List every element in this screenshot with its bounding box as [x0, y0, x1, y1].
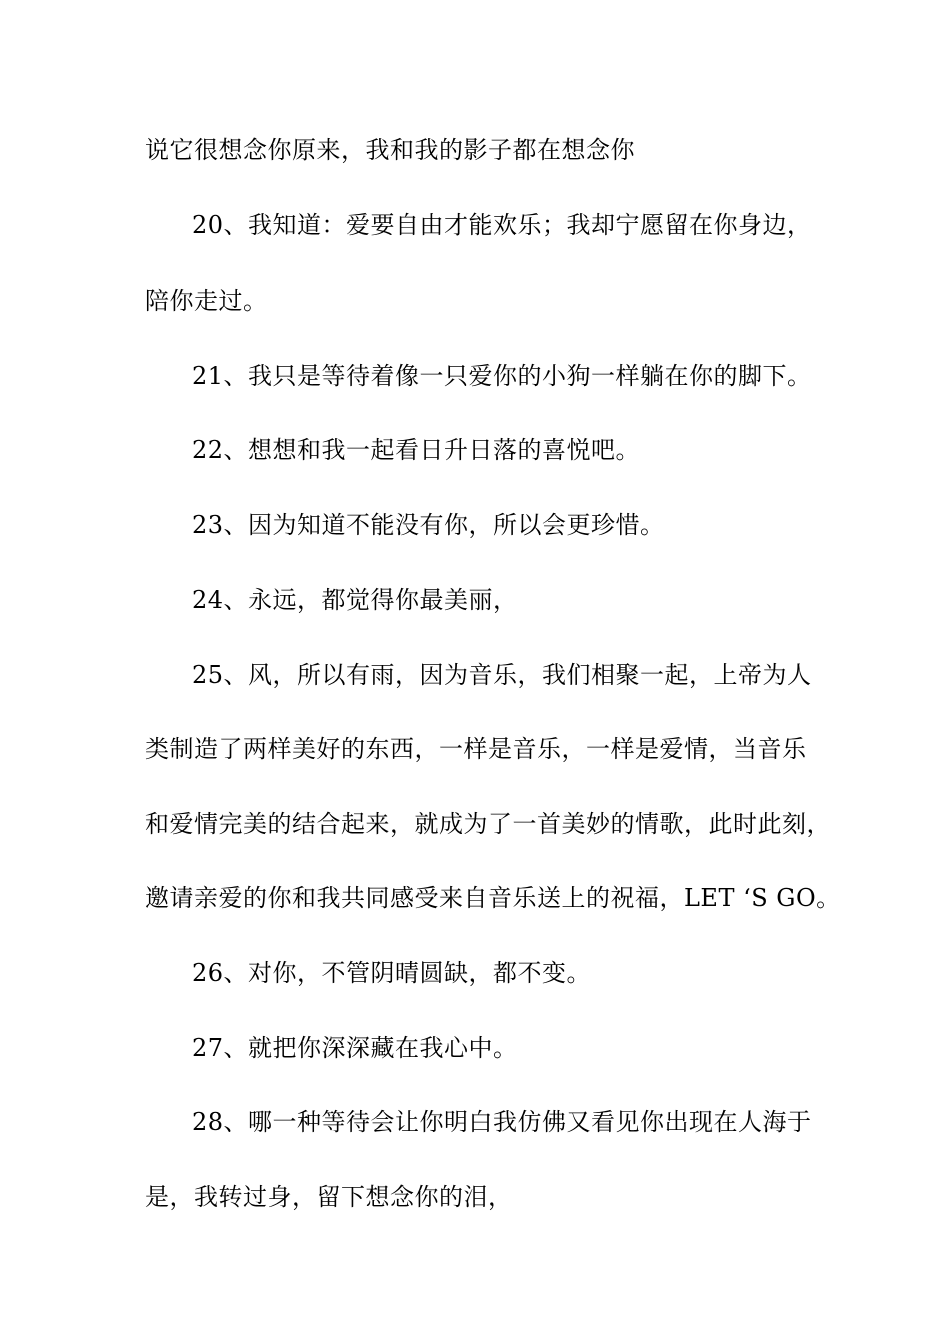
text-line: 和爱情完美的结合起来，就成为了一首美妙的情歌，此时此刻，: [145, 810, 831, 838]
text-line: 26、对你，不管阴晴圆缺，都不变。: [192, 959, 592, 987]
text-line: 28、哪一种等待会让你明白我仿佛又看见你出现在人海于: [192, 1108, 812, 1136]
text-line: 是，我转过身，留下想念你的泪，: [145, 1183, 513, 1211]
text-line: 类制造了两样美好的东西，一样是音乐，一样是爱情，当音乐: [145, 735, 807, 763]
text-line: 27、就把你深深藏在我心中。: [192, 1034, 518, 1062]
text-line: 邀请亲爱的你和我共同感受来自音乐送上的祝福，LET ‘S GO。: [145, 884, 841, 912]
text-line: 陪你走过。: [145, 287, 268, 315]
text-line: 22、想想和我一起看日升日落的喜悦吧。: [192, 436, 641, 464]
text-line: 说它很想念你原来，我和我的影子都在想念你: [145, 136, 635, 164]
text-line: 21、我只是等待着像一只爱你的小狗一样躺在你的脚下。: [192, 362, 812, 390]
text-line: 23、因为知道不能没有你，所以会更珍惜。: [192, 511, 665, 539]
text-line: 25、风，所以有雨，因为音乐，我们相聚一起，上帝为人: [192, 661, 812, 689]
text-line: 24、永远，都觉得你最美丽，: [192, 586, 518, 614]
text-line: 20、我知道：爱要自由才能欢乐；我却宁愿留在你身边，: [192, 211, 812, 239]
